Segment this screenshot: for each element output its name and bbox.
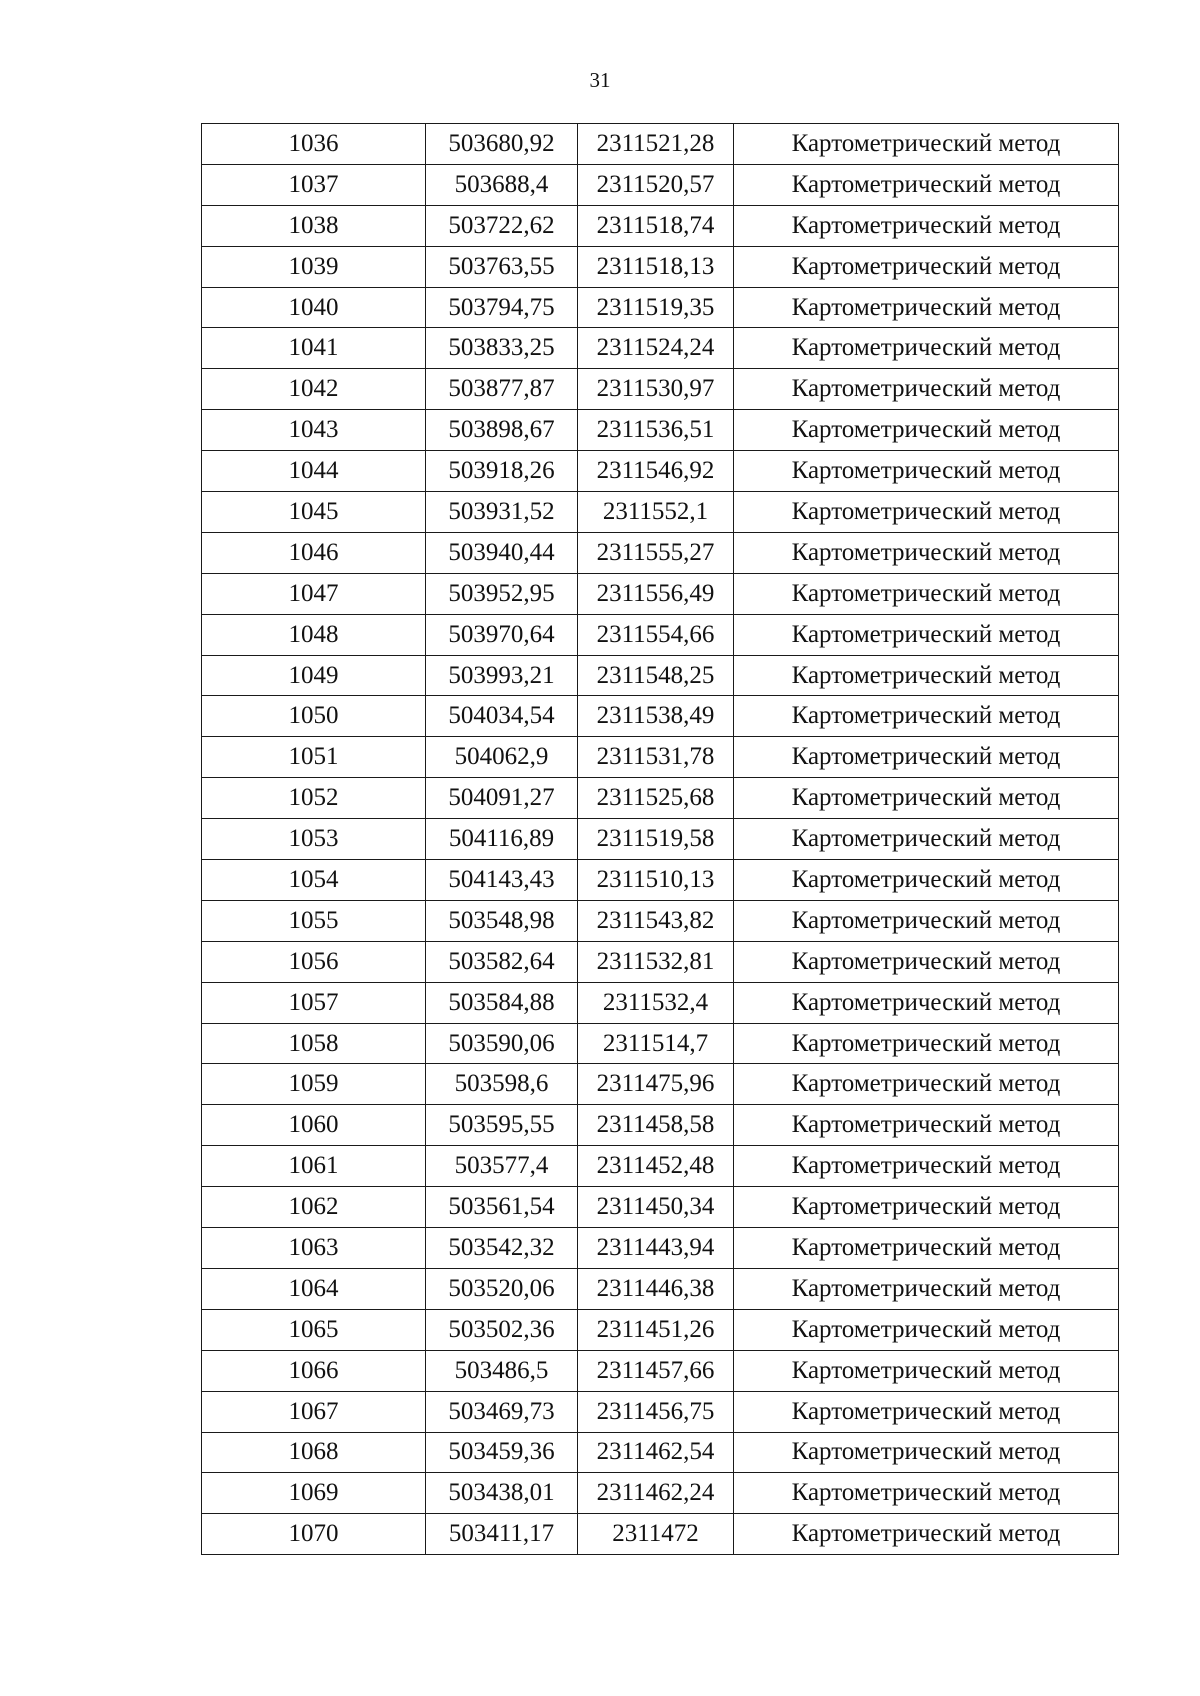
y-coordinate-cell: 2311531,78	[578, 737, 734, 778]
table-row	[202, 1105, 1119, 1146]
point-number-cell: 1063	[202, 1228, 426, 1269]
table-row	[202, 1023, 1119, 1064]
method-cell: Картометрический метод	[734, 1023, 1119, 1064]
y-coordinate-cell: 2311538,49	[578, 696, 734, 737]
method-cell: Картометрический метод	[734, 860, 1119, 901]
y-coordinate-cell: 2311472	[578, 1514, 734, 1555]
x-coordinate-cell: 503598,6	[426, 1064, 578, 1105]
method-cell: Картометрический метод	[734, 1391, 1119, 1432]
y-coordinate-cell: 2311546,92	[578, 451, 734, 492]
y-coordinate-cell: 2311450,34	[578, 1187, 734, 1228]
table-row	[202, 410, 1119, 451]
y-coordinate-cell: 2311475,96	[578, 1064, 734, 1105]
x-coordinate-cell: 504091,27	[426, 778, 578, 819]
y-coordinate-cell: 2311532,81	[578, 941, 734, 982]
x-coordinate-cell: 503411,17	[426, 1514, 578, 1555]
method-cell: Картометрический метод	[734, 451, 1119, 492]
table-row	[202, 164, 1119, 205]
page-number: 31	[589, 68, 611, 92]
x-coordinate-cell: 503993,21	[426, 655, 578, 696]
method-cell: Картометрический метод	[734, 696, 1119, 737]
x-coordinate-cell: 503763,55	[426, 246, 578, 287]
point-number-cell: 1043	[202, 410, 426, 451]
y-coordinate-cell: 2311518,13	[578, 246, 734, 287]
point-number-cell: 1042	[202, 369, 426, 410]
table-row	[202, 287, 1119, 328]
table-row	[202, 1432, 1119, 1473]
table-row	[202, 614, 1119, 655]
method-cell: Картометрический метод	[734, 124, 1119, 165]
y-coordinate-cell: 2311521,28	[578, 124, 734, 165]
point-number-cell: 1069	[202, 1473, 426, 1514]
x-coordinate-cell: 503590,06	[426, 1023, 578, 1064]
point-number-cell: 1068	[202, 1432, 426, 1473]
x-coordinate-cell: 503459,36	[426, 1432, 578, 1473]
method-cell: Картометрический метод	[734, 941, 1119, 982]
x-coordinate-cell: 503940,44	[426, 532, 578, 573]
point-number-cell: 1070	[202, 1514, 426, 1555]
y-coordinate-cell: 2311519,58	[578, 819, 734, 860]
method-cell: Картометрический метод	[734, 819, 1119, 860]
table-row	[202, 246, 1119, 287]
y-coordinate-cell: 2311552,1	[578, 492, 734, 533]
x-coordinate-cell: 503898,67	[426, 410, 578, 451]
table-row	[202, 1391, 1119, 1432]
x-coordinate-cell: 503582,64	[426, 941, 578, 982]
point-number-cell: 1067	[202, 1391, 426, 1432]
method-cell: Картометрический метод	[734, 737, 1119, 778]
table-row	[202, 369, 1119, 410]
point-number-cell: 1048	[202, 614, 426, 655]
point-number-cell: 1045	[202, 492, 426, 533]
x-coordinate-cell: 503502,36	[426, 1309, 578, 1350]
point-number-cell: 1039	[202, 246, 426, 287]
y-coordinate-cell: 2311456,75	[578, 1391, 734, 1432]
point-number-cell: 1065	[202, 1309, 426, 1350]
x-coordinate-cell: 503680,92	[426, 124, 578, 165]
table-row	[202, 205, 1119, 246]
method-cell: Картометрический метод	[734, 1187, 1119, 1228]
x-coordinate-cell: 504143,43	[426, 860, 578, 901]
method-cell: Картометрический метод	[734, 328, 1119, 369]
point-number-cell: 1060	[202, 1105, 426, 1146]
table-row	[202, 1228, 1119, 1269]
y-coordinate-cell: 2311458,58	[578, 1105, 734, 1146]
method-cell: Картометрический метод	[734, 1309, 1119, 1350]
method-cell: Картометрический метод	[734, 410, 1119, 451]
method-cell: Картометрический метод	[734, 982, 1119, 1023]
method-cell: Картометрический метод	[734, 1064, 1119, 1105]
table-row	[202, 860, 1119, 901]
table-row	[202, 900, 1119, 941]
point-number-cell: 1055	[202, 900, 426, 941]
point-number-cell: 1050	[202, 696, 426, 737]
table-row	[202, 696, 1119, 737]
x-coordinate-cell: 503952,95	[426, 573, 578, 614]
table-row	[202, 532, 1119, 573]
point-number-cell: 1064	[202, 1268, 426, 1309]
y-coordinate-cell: 2311518,74	[578, 205, 734, 246]
point-number-cell: 1062	[202, 1187, 426, 1228]
point-number-cell: 1056	[202, 941, 426, 982]
point-number-cell: 1040	[202, 287, 426, 328]
y-coordinate-cell: 2311510,13	[578, 860, 734, 901]
table-row	[202, 1064, 1119, 1105]
x-coordinate-cell: 503548,98	[426, 900, 578, 941]
method-cell: Картометрический метод	[734, 1473, 1119, 1514]
y-coordinate-cell: 2311536,51	[578, 410, 734, 451]
method-cell: Картометрический метод	[734, 205, 1119, 246]
x-coordinate-cell: 504116,89	[426, 819, 578, 860]
table-row	[202, 1514, 1119, 1555]
method-cell: Картометрический метод	[734, 614, 1119, 655]
table-row	[202, 451, 1119, 492]
x-coordinate-cell: 503520,06	[426, 1268, 578, 1309]
table-row	[202, 1309, 1119, 1350]
method-cell: Картометрический метод	[734, 492, 1119, 533]
x-coordinate-cell: 503577,4	[426, 1146, 578, 1187]
y-coordinate-cell: 2311462,54	[578, 1432, 734, 1473]
point-number-cell: 1059	[202, 1064, 426, 1105]
y-coordinate-cell: 2311443,94	[578, 1228, 734, 1269]
y-coordinate-cell: 2311514,7	[578, 1023, 734, 1064]
method-cell: Картометрический метод	[734, 1268, 1119, 1309]
x-coordinate-cell: 504062,9	[426, 737, 578, 778]
method-cell: Картометрический метод	[734, 1228, 1119, 1269]
table-row	[202, 573, 1119, 614]
table-row	[202, 1473, 1119, 1514]
y-coordinate-cell: 2311556,49	[578, 573, 734, 614]
point-number-cell: 1052	[202, 778, 426, 819]
method-cell: Картометрический метод	[734, 164, 1119, 205]
coordinates-table-body	[202, 124, 1119, 1555]
y-coordinate-cell: 2311462,24	[578, 1473, 734, 1514]
x-coordinate-cell: 503584,88	[426, 982, 578, 1023]
x-coordinate-cell: 503542,32	[426, 1228, 578, 1269]
x-coordinate-cell: 503877,87	[426, 369, 578, 410]
table-row	[202, 982, 1119, 1023]
method-cell: Картометрический метод	[734, 573, 1119, 614]
table-row	[202, 124, 1119, 165]
x-coordinate-cell: 503931,52	[426, 492, 578, 533]
x-coordinate-cell: 503595,55	[426, 1105, 578, 1146]
table-row	[202, 492, 1119, 533]
table-row	[202, 328, 1119, 369]
point-number-cell: 1041	[202, 328, 426, 369]
point-number-cell: 1038	[202, 205, 426, 246]
point-number-cell: 1058	[202, 1023, 426, 1064]
method-cell: Картометрический метод	[734, 1146, 1119, 1187]
table-row	[202, 819, 1119, 860]
point-number-cell: 1036	[202, 124, 426, 165]
table-row	[202, 1187, 1119, 1228]
x-coordinate-cell: 503486,5	[426, 1350, 578, 1391]
y-coordinate-cell: 2311554,66	[578, 614, 734, 655]
method-cell: Картометрический метод	[734, 778, 1119, 819]
x-coordinate-cell: 503970,64	[426, 614, 578, 655]
table-row	[202, 1146, 1119, 1187]
y-coordinate-cell: 2311548,25	[578, 655, 734, 696]
x-coordinate-cell: 503918,26	[426, 451, 578, 492]
table-row	[202, 1268, 1119, 1309]
point-number-cell: 1049	[202, 655, 426, 696]
y-coordinate-cell: 2311555,27	[578, 532, 734, 573]
method-cell: Картометрический метод	[734, 246, 1119, 287]
y-coordinate-cell: 2311524,24	[578, 328, 734, 369]
coordinates-table	[201, 123, 1119, 1555]
point-number-cell: 1051	[202, 737, 426, 778]
y-coordinate-cell: 2311446,38	[578, 1268, 734, 1309]
y-coordinate-cell: 2311452,48	[578, 1146, 734, 1187]
x-coordinate-cell: 503438,01	[426, 1473, 578, 1514]
method-cell: Картометрический метод	[734, 655, 1119, 696]
y-coordinate-cell: 2311451,26	[578, 1309, 734, 1350]
point-number-cell: 1053	[202, 819, 426, 860]
x-coordinate-cell: 504034,54	[426, 696, 578, 737]
y-coordinate-cell: 2311519,35	[578, 287, 734, 328]
method-cell: Картометрический метод	[734, 1105, 1119, 1146]
point-number-cell: 1046	[202, 532, 426, 573]
method-cell: Картометрический метод	[734, 287, 1119, 328]
point-number-cell: 1054	[202, 860, 426, 901]
method-cell: Картометрический метод	[734, 1432, 1119, 1473]
y-coordinate-cell: 2311543,82	[578, 900, 734, 941]
y-coordinate-cell: 2311532,4	[578, 982, 734, 1023]
x-coordinate-cell: 503722,62	[426, 205, 578, 246]
x-coordinate-cell: 503561,54	[426, 1187, 578, 1228]
y-coordinate-cell: 2311520,57	[578, 164, 734, 205]
x-coordinate-cell: 503469,73	[426, 1391, 578, 1432]
x-coordinate-cell: 503833,25	[426, 328, 578, 369]
table-row	[202, 1350, 1119, 1391]
y-coordinate-cell: 2311457,66	[578, 1350, 734, 1391]
table-row	[202, 778, 1119, 819]
method-cell: Картометрический метод	[734, 1514, 1119, 1555]
y-coordinate-cell: 2311525,68	[578, 778, 734, 819]
table-row	[202, 655, 1119, 696]
point-number-cell: 1047	[202, 573, 426, 614]
table-row	[202, 737, 1119, 778]
method-cell: Картометрический метод	[734, 1350, 1119, 1391]
x-coordinate-cell: 503688,4	[426, 164, 578, 205]
point-number-cell: 1057	[202, 982, 426, 1023]
y-coordinate-cell: 2311530,97	[578, 369, 734, 410]
point-number-cell: 1044	[202, 451, 426, 492]
point-number-cell: 1061	[202, 1146, 426, 1187]
table-row	[202, 941, 1119, 982]
point-number-cell: 1066	[202, 1350, 426, 1391]
method-cell: Картометрический метод	[734, 532, 1119, 573]
point-number-cell: 1037	[202, 164, 426, 205]
method-cell: Картометрический метод	[734, 369, 1119, 410]
method-cell: Картометрический метод	[734, 900, 1119, 941]
x-coordinate-cell: 503794,75	[426, 287, 578, 328]
